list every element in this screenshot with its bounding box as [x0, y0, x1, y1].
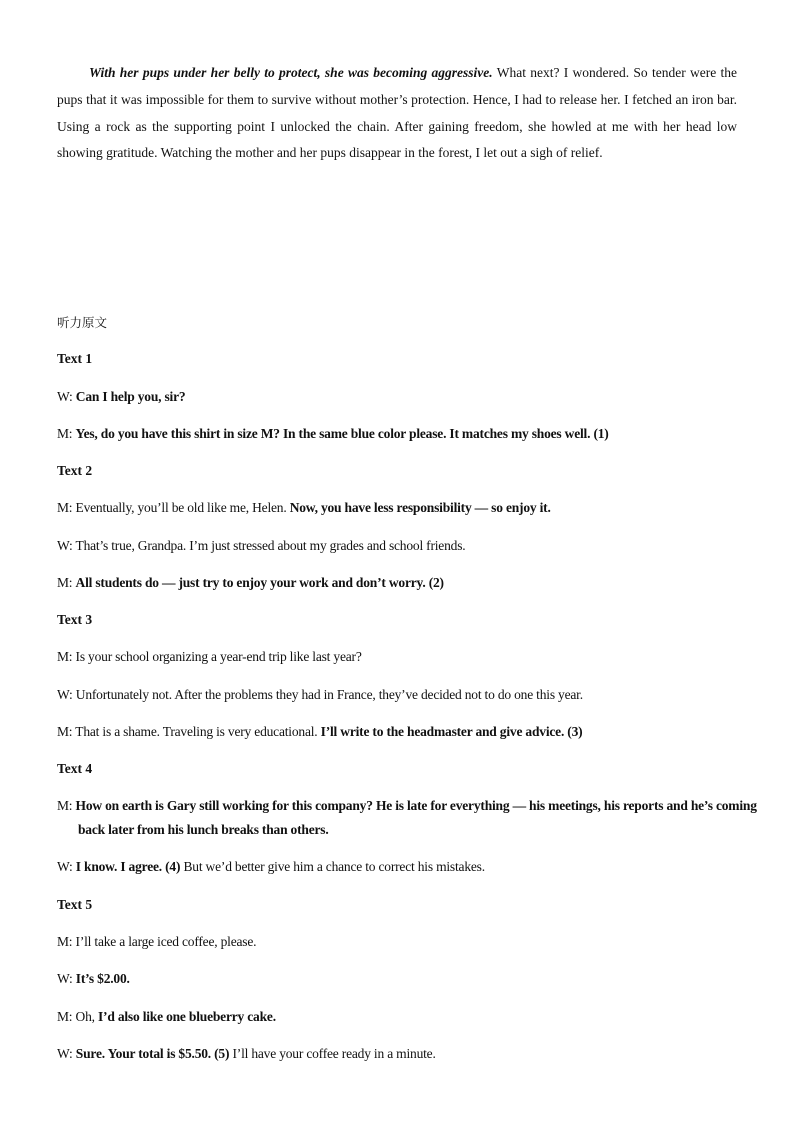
- story-body-text: What next? I wondered. So tender were the pups that it was impossible for them to survive without mother’s protection. Hence, I had to release her. I fetched an iron bar. Using a rock as the supporting point I unlocked the chain. After gaining freedom, she howled at me with her head low showing gratitude. Watching the mother and her pups disappear in the forest, I let out a sigh of relief.: [57, 65, 737, 161]
- dialogue-line: M: How on earth is Gary still working for this company? He is late for everything — his meetings, his reports and he’s coming back later from his lunch breaks than others.: [57, 798, 757, 837]
- transcript-heading: 听力原文: [57, 315, 108, 330]
- dialogue-line: M: Is your school organizing a year-end trip like last year?: [57, 649, 362, 664]
- dialogue-line: M: Oh, I’d also like one blueberry cake.: [57, 1009, 276, 1024]
- text-5-title: Text 5: [57, 897, 93, 912]
- dialogue-line: M: All students do — just try to enjoy your work and don’t worry. (2): [57, 575, 444, 590]
- dialogue-line: W: That’s true, Grandpa. I’m just stressed about my grades and school friends.: [57, 538, 466, 553]
- text-2-title: Text 2: [57, 463, 93, 478]
- story-lead-sentence: With her pups under her belly to protect, she was becoming aggressive.: [89, 65, 493, 80]
- dialogue-line: W: I know. I agree. (4) But we’d better give him a chance to correct his mistakes.: [57, 859, 485, 874]
- story-paragraph: [57, 60, 737, 167]
- dialogue-line: M: Eventually, you’ll be old like me, Helen. Now, you have less responsibility — so enjoy it.: [57, 500, 551, 515]
- text-1-title: Text 1: [57, 351, 93, 366]
- dialogue-line: W: Can I help you, sir?: [57, 389, 186, 404]
- text-3-title: Text 3: [57, 612, 93, 627]
- dialogue-line: W: Sure. Your total is $5.50. (5) I’ll have your coffee ready in a minute.: [57, 1046, 436, 1061]
- dialogue-line: M: That is a shame. Traveling is very educational. I’ll write to the headmaster and give advice. (3): [57, 724, 583, 739]
- dialogue-line: W: Unfortunately not. After the problems they had in France, they’ve decided not to do one this year.: [57, 687, 583, 702]
- text-4-title: Text 4: [57, 761, 93, 776]
- dialogue-line: M: I’ll take a large iced coffee, please.: [57, 934, 257, 949]
- dialogue-line: M: Yes, do you have this shirt in size M? In the same blue color please. It matches my shoes well. (1): [57, 426, 609, 441]
- dialogue-line: W: It’s $2.00.: [57, 971, 130, 986]
